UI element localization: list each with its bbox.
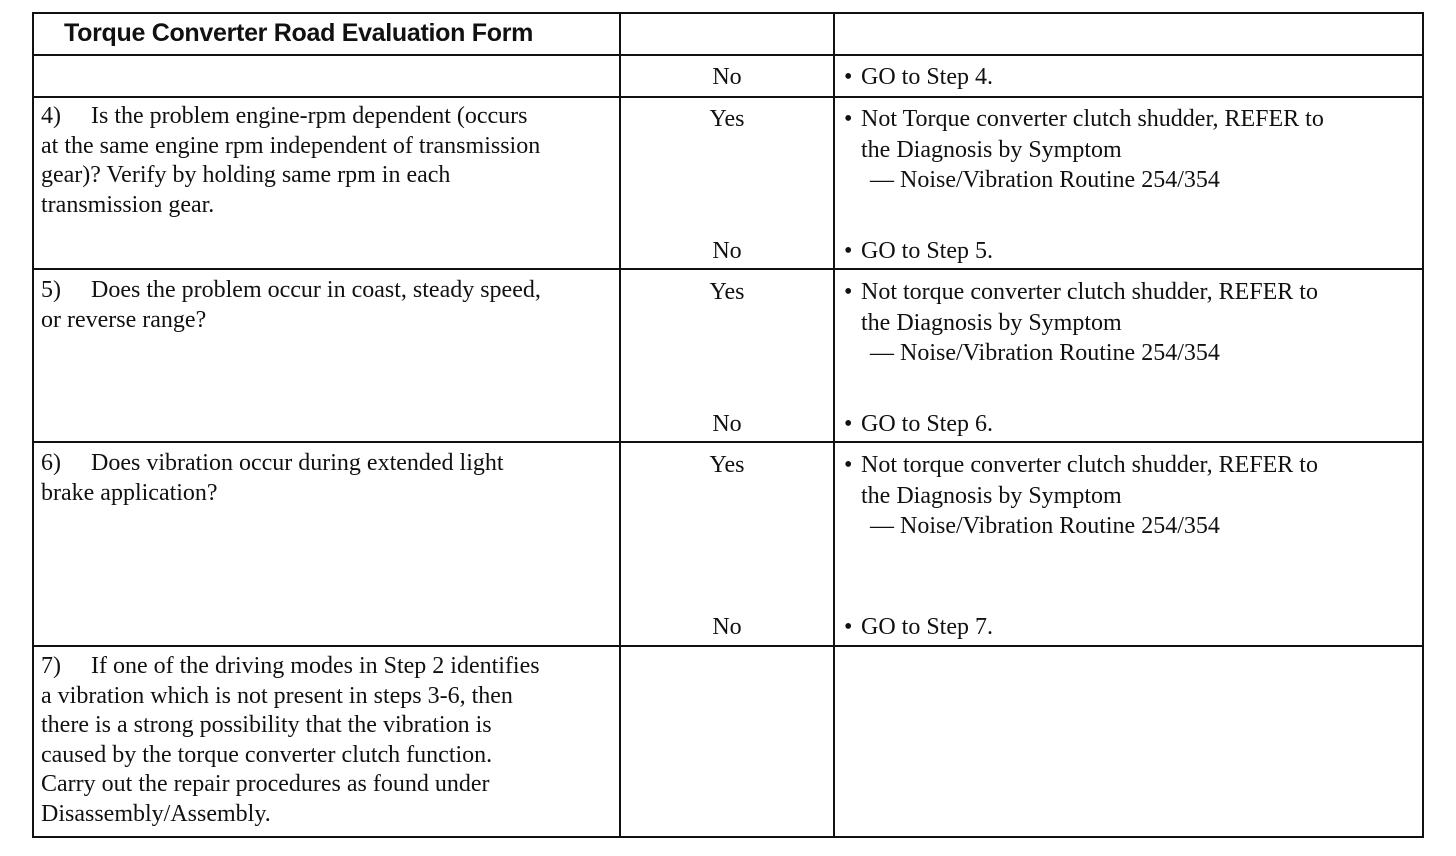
result-text: • GO to Step 5. [844, 236, 1419, 267]
bullet-icon: • [844, 411, 853, 437]
question-step-6: 6) Does vibration occur during extended light brake application? [41, 450, 504, 506]
question-step-4: 4) Is the problem engine-rpm dependent (occurs at the same engine rpm independent of transmission gear)? Verify by holding same rpm in each transmission gear. [41, 103, 541, 218]
answer-label: No [712, 64, 742, 90]
bullet-icon: • [844, 238, 853, 264]
result-text: • GO to Step 7. [844, 612, 1419, 643]
row-divider [34, 645, 1422, 647]
result-text: • Not torque converter clutch shudder, REFER to the Diagnosis by Symptom — Noise/Vibration Routine 254/354 [844, 452, 1318, 539]
row-divider [34, 268, 1422, 270]
answer-label: Yes [709, 106, 745, 132]
answer-label: No [712, 411, 742, 437]
row-divider [34, 54, 1422, 56]
step-number: 7) [41, 653, 61, 679]
result-text: • Not Torque converter clutch shudder, REFER to the Diagnosis by Symptom — Noise/Vibration Routine 254/354 [844, 106, 1324, 193]
step-number: 4) [41, 103, 61, 129]
result-text: • GO to Step 6. [844, 409, 1419, 440]
question-step-7: 7) If one of the driving modes in Step 2 identifies a vibration which is not present in steps 3-6, then there is a strong possibility that the vibration is caused by the torque converter clutch function. Carry out the repair procedures as found under Disassembly/Assembly. [41, 653, 540, 827]
answer-label: No [712, 614, 742, 640]
result-text: • GO to Step 4. [844, 62, 1419, 93]
form-title: Torque Converter Road Evaluation Form [64, 19, 534, 47]
bullet-icon: • [844, 452, 853, 478]
answer-label: No [712, 238, 742, 264]
step-number: 5) [41, 277, 61, 303]
row-divider [34, 441, 1422, 443]
question-step-5: 5) Does the problem occur in coast, steady speed, or reverse range? [41, 277, 541, 333]
bullet-icon: • [844, 279, 853, 305]
bullet-icon: • [844, 106, 853, 132]
bullet-icon: • [844, 614, 853, 640]
result-text: • Not torque converter clutch shudder, REFER to the Diagnosis by Symptom — Noise/Vibration Routine 254/354 [844, 279, 1318, 366]
row-divider [34, 96, 1422, 98]
step-number: 6) [41, 450, 61, 476]
answer-label: Yes [709, 279, 745, 305]
evaluation-form-table [32, 12, 1424, 838]
answer-label: Yes [709, 452, 745, 478]
bullet-icon: • [844, 64, 853, 90]
